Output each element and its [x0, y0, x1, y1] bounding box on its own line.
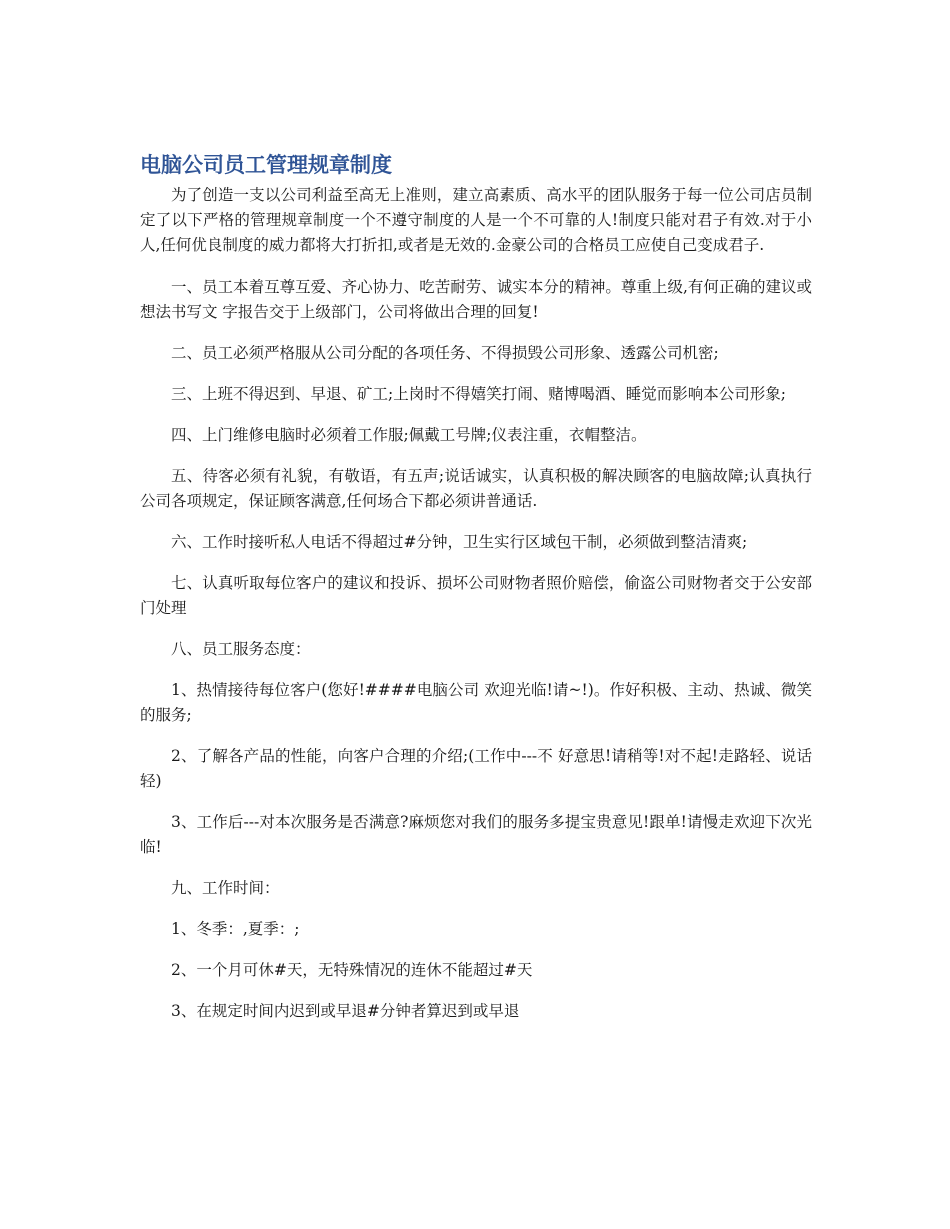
rule-9-heading: 九、工作时间： — [171, 879, 280, 897]
rule-2-paragraph: 二、员工必须严格服从公司分配的各项任务、不得损毁公司形象、透露公司机密; — [171, 344, 719, 362]
intro-paragraph: 为了创造一支以公司利益至高无上准则，建立高素质、高水平的团队服务于每一位公司店员制定了以下严格的管理规章制度一个不遵守制度的人是一个不可靠的人!制度只能对君子有效.对于小人,任何优良制度的威力都将大打折扣,或者是无效的.金豪公司的合格员工应使自己变成君子. — [140, 186, 812, 254]
document-title: 电脑公司员工管理规章制度 — [140, 153, 392, 177]
service-item-2: 2、了解各产品的性能，向客户合理的介绍;(工作中---不 好意思!请稍等!对不起!走路轻、说话轻) — [140, 747, 812, 790]
service-item-1: 1、热情接待每位客户(您好!####电脑公司 欢迎光临!请~!)。作好积极、主动、热诚、微笑的服务; — [140, 681, 812, 724]
rule-8-heading: 八、员工服务态度： — [171, 640, 311, 658]
rule-6-paragraph: 六、工作时接听私人电话不得超过#分钟，卫生实行区域包干制，必须做到整洁清爽; — [171, 533, 748, 551]
worktime-item-1: 1、冬季：,夏季：; — [171, 920, 300, 938]
rule-5-paragraph: 五、待客必须有礼貌，有敬语，有五声;说话诚实，认真积极的解决顾客的电脑故障;认真执行公司各项规定，保证顾客满意,任何场合下都必须讲普通话. — [140, 467, 812, 510]
rule-7-paragraph: 七、认真听取每位客户的建议和投诉、损坏公司财物者照价赔偿，偷盗公司财物者交于公安部门处理 — [140, 574, 812, 617]
rule-4-paragraph: 四、上门维修电脑时必须着工作服;佩戴工号牌;仪表注重，衣帽整洁。 — [171, 426, 647, 444]
worktime-item-3: 3、在规定时间内迟到或早退#分钟者算迟到或早退 — [171, 1002, 520, 1020]
service-item-3: 3、工作后---对本次服务是否满意?麻烦您对我们的服务多提宝贵意见!跟单!请慢走欢迎下次光临! — [140, 813, 812, 856]
rule-3-paragraph: 三、上班不得迟到、早退、矿工;上岗时不得嬉笑打闹、赌博喝酒、睡觉而影响本公司形象; — [171, 385, 786, 403]
rule-1-paragraph: 一、员工本着互尊互爱、齐心协力、吃苦耐劳、诚实本分的精神。尊重上级,有何正确的建议或想法书写文 字报告交于上级部门，公司将做出合理的回复! — [140, 278, 812, 321]
worktime-item-2: 2、一个月可休#天，无特殊情况的连休不能超过#天 — [171, 961, 533, 979]
document-body — [140, 150, 812, 1040]
